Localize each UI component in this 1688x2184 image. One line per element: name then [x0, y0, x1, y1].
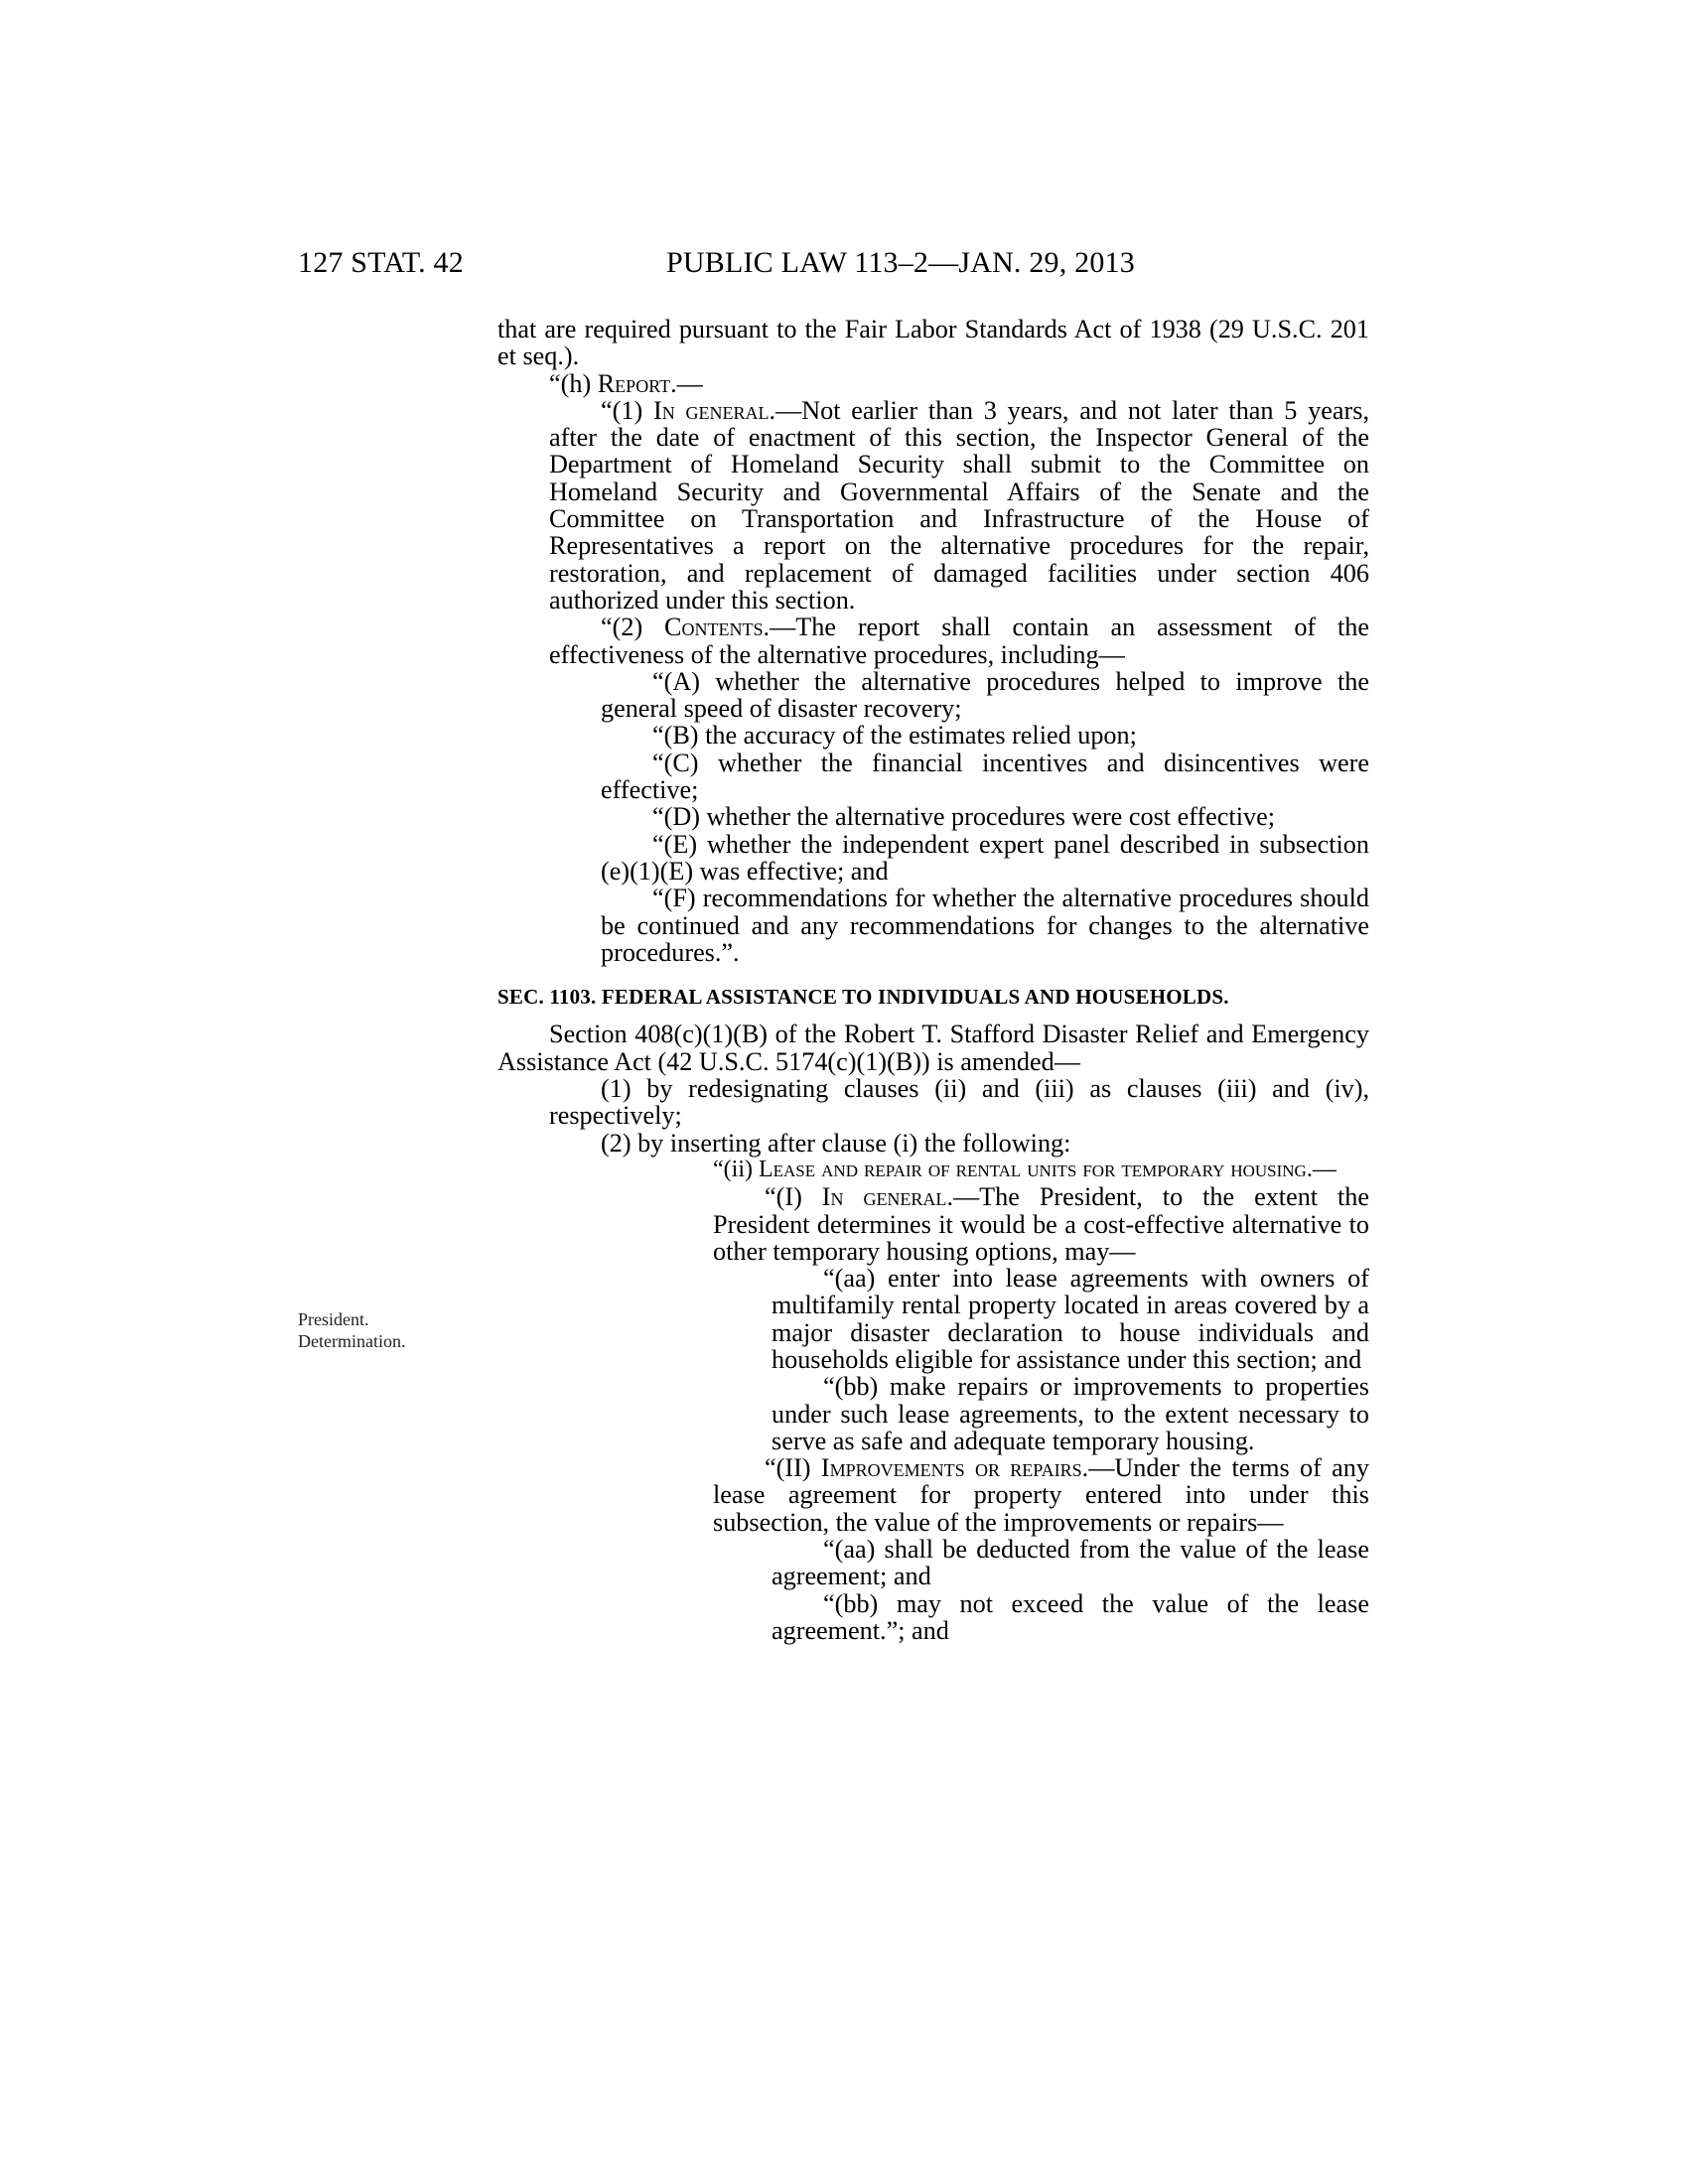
body-text: [497, 316, 1369, 1644]
item-aa: “(aa) shall be deducted from the value of the lease agreement; and: [772, 1535, 1369, 1591]
clause-label: “(ii): [713, 1156, 753, 1182]
paragraph-label: “(1): [601, 395, 643, 425]
clause-ii-heading: [497, 1157, 1369, 1183]
subparagraph-d: “(D) whether the alternative procedures were cost effective;: [652, 802, 1275, 832]
paragraph-heading: In general: [652, 395, 770, 425]
paragraph-h1: [497, 397, 1369, 614]
paragraph-heading: Contents: [664, 613, 764, 642]
subclause-heading: In general: [821, 1182, 947, 1212]
section-heading: SEC. 1103. FEDERAL ASSISTANCE TO INDIVIDUALS AND HOUSEHOLDS.: [497, 985, 1229, 1010]
margin-note-determination: Determination.: [298, 1331, 406, 1351]
amendment-item-2: (2) by inserting after clause (i) the following:: [601, 1128, 1071, 1158]
subparagraph-b: “(B) the accuracy of the estimates relied upon;: [652, 721, 1137, 751]
subparagraph-a: “(A) whether the alternative procedures helped to improve the general speed of disaster recovery;: [601, 666, 1369, 724]
subclause-label: “(II): [765, 1453, 811, 1483]
subsection-label: “(h): [549, 368, 592, 398]
heading-dash: .—: [670, 368, 703, 398]
subparagraph-f: “(F) recommendations for whether the alternative procedures should be continued and any recommendations for changes to the alternative procedures.”.: [601, 884, 1369, 967]
margin-note-president: President.: [298, 1309, 369, 1329]
subclause-heading: Improvements or repairs: [820, 1453, 1082, 1483]
subsection-h: [497, 370, 1369, 397]
section-intro: Section 408(c)(1)(B) of the Robert T. Stafford Disaster Relief and Emergency Assistance Act (42 U.S.C. 5174(c)(1)(B)) is amended—: [497, 1020, 1369, 1076]
running-header: PUBLIC LAW 113–2—JAN. 29, 2013: [666, 246, 1135, 279]
clause-heading: Lease and repair of rental units for temporary housing: [758, 1156, 1307, 1182]
subparagraph-c: “(C) whether the financial incentives and disincentives were effective;: [601, 748, 1369, 805]
paragraph-text: .—Not earlier than 3 years, and not later than 5 years, after the date of enactment of this section, the Inspector General of the Department of Homeland Security shall submit to the Committee on Homeland Security and Governmental Affairs of the Senate and the Committee on Transportation and Infrastructure of the House of Representatives a report on the alternative procedures for the repair, restoration, and replacement of damaged facilities under section 406 authorized under this section.: [549, 395, 1369, 614]
item-bb: “(bb) make repairs or improvements to properties under such lease agreements, to the extent necessary to serve as safe and adequate temporary housing.: [772, 1372, 1369, 1455]
paragraph-text: .—The report shall contain an assessment of the effectiveness of the alternative procedures, including—: [549, 613, 1369, 669]
subclause-text: .—The President, to the extent the President determines it would be a cost-effective alternative to other temporary housing options, may—: [713, 1182, 1370, 1266]
subclause-ii: [497, 1454, 1369, 1536]
amendment-item-1: (1) by redesignating clauses (ii) and (iii) as clauses (iii) and (iv), respectively;: [549, 1074, 1369, 1131]
subclause-text: .—Under the terms of any lease agreement for property entered into under this subsection, the value of the improvements or repairs—: [713, 1453, 1369, 1537]
page-number: 127 STAT. 42: [298, 246, 464, 279]
heading-dash: .—: [1306, 1156, 1336, 1182]
item-aa: “(aa) enter into lease agreements with owners of multifamily rental property located in areas covered by a major disaster declaration to house individuals and households eligible for assistance under this section; and: [772, 1264, 1369, 1374]
paragraph-label: “(2): [601, 613, 643, 642]
subparagraph-e: “(E) whether the independent expert panel described in subsection (e)(1)(E) was effective; and: [601, 829, 1369, 886]
subclause-i: [497, 1183, 1369, 1265]
item-bb: “(bb) may not exceed the value of the lease agreement.”; and: [772, 1588, 1369, 1645]
paragraph: that are required pursuant to the Fair Labor Standards Act of 1938 (29 U.S.C. 201 et seq.).: [497, 315, 1369, 371]
subsection-heading: Report: [597, 368, 671, 398]
paragraph-h2: [497, 614, 1369, 668]
subclause-label: “(I): [765, 1182, 802, 1212]
